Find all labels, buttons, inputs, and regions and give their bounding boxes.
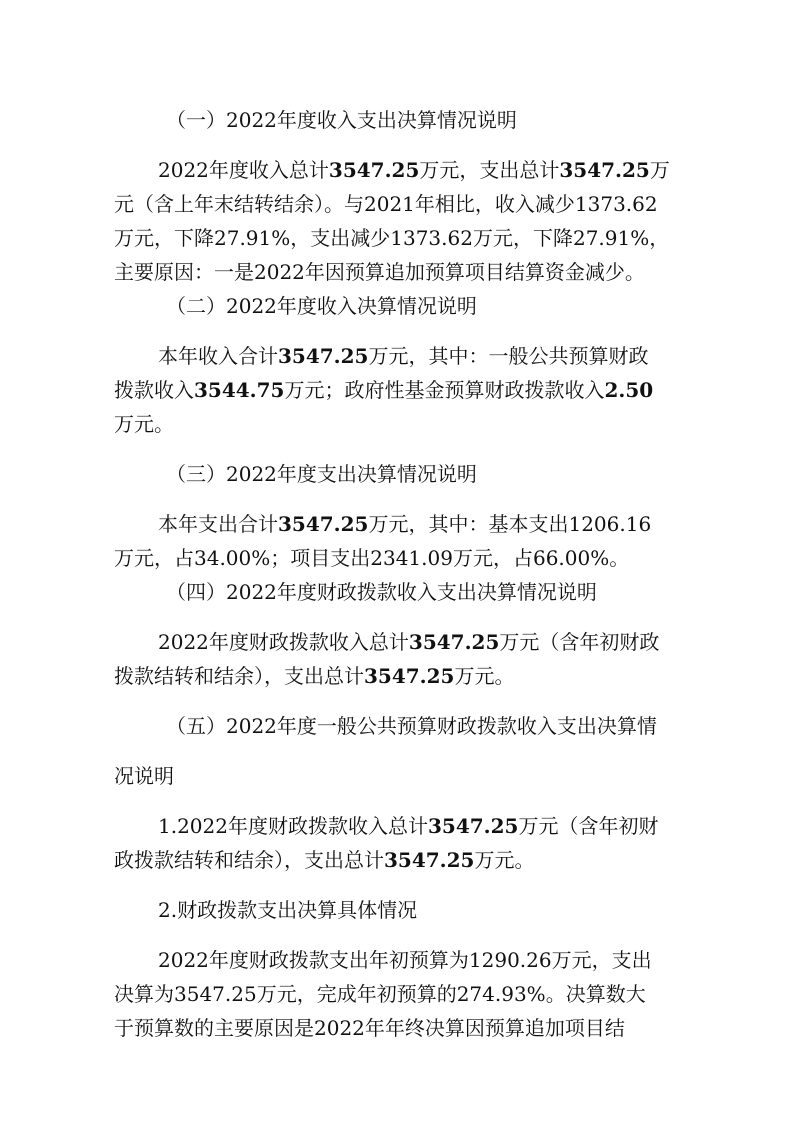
paragraph-line xyxy=(114,339,683,373)
text-run: 万元（含年初财政 xyxy=(499,630,660,654)
text-run: 万元，占34.00%；项目支出2341.09万元，占66.00%。 xyxy=(114,546,630,570)
text-run: 元（含上年末结转结余）。与2021年相比，收入减少1373.62 xyxy=(114,192,658,216)
section-3-heading: （三）2022年度支出决算情况说明 xyxy=(166,462,477,486)
paragraph-line xyxy=(114,843,683,877)
section-5-heading: （五）2022年度一般公共预算财政拨款收入支出决算情 xyxy=(166,714,657,738)
bold-amount: 3547.25 xyxy=(278,344,369,368)
section-2-paragraph xyxy=(114,339,683,441)
paragraph-line xyxy=(114,153,683,187)
section-2-heading: （二）2022年度收入决算情况说明 xyxy=(166,294,477,318)
paragraph-line xyxy=(114,221,683,255)
paragraph-line xyxy=(114,977,683,1011)
text-run: 万元（含年初财 xyxy=(518,814,659,838)
section-1-heading: （一）2022年度收入支出决算情况说明 xyxy=(166,108,517,132)
section-5-paragraph-2 xyxy=(114,943,683,1045)
text-run: 决算为3547.25万元，完成年初预算的274.93%。决算数大 xyxy=(114,982,646,1006)
text-run: 万元；政府性基金预算财政拨款收入 xyxy=(284,378,605,402)
text-run: 万元。 xyxy=(114,412,174,436)
text-run: 拨款结转和结余），支出总计 xyxy=(114,664,364,688)
section-4-paragraph xyxy=(114,625,683,693)
text-run: 主要原因：一是2022年因预算追加预算项目结算资金减少。 xyxy=(114,260,645,284)
text-run: 于预算数的主要原因是2022年年终决算因预算追加项目结 xyxy=(114,1016,625,1040)
paragraph-line xyxy=(114,373,683,407)
paragraph-line xyxy=(114,1011,683,1045)
text-run: 政拨款结转和结余），支出总计 xyxy=(114,848,384,872)
paragraph-line xyxy=(114,187,683,221)
paragraph-line xyxy=(114,507,683,541)
text-run: 万元，其中：基本支出1206.16 xyxy=(368,512,652,536)
bold-amount: 3547.25 xyxy=(384,848,475,872)
text-run: 万元。 xyxy=(474,848,535,872)
text-run: 万元。 xyxy=(454,664,515,688)
bold-amount: 3547.25 xyxy=(328,158,420,182)
paragraph-line xyxy=(114,809,683,843)
section-5-paragraph xyxy=(114,809,683,877)
bold-amount: 2.50 xyxy=(604,378,654,402)
text-run: 本年支出合计 xyxy=(158,512,278,536)
text-run: 2022年度财政拨款支出年初预算为1290.26万元，支出 xyxy=(158,948,652,972)
paragraph-line xyxy=(114,407,683,441)
paragraph-line xyxy=(114,625,683,659)
paragraph-line xyxy=(114,541,683,575)
bold-amount: 3547.25 xyxy=(427,814,519,838)
text-run: 1.2022年度财政拨款收入总计 xyxy=(158,814,428,838)
text-run: 万元，其中：一般公共预算财政 xyxy=(368,344,649,368)
section-3-paragraph xyxy=(114,507,683,575)
text-run: 拨款收入 xyxy=(114,378,194,402)
section-5-heading-continued: 况说明 xyxy=(114,764,174,788)
paragraph-line xyxy=(114,659,683,693)
bold-amount: 3547.25 xyxy=(364,664,455,688)
bold-amount: 3547.25 xyxy=(408,630,500,654)
bold-amount: 3547.25 xyxy=(559,158,650,182)
section-4-heading: （四）2022年度财政拨款收入支出决算情况说明 xyxy=(166,580,597,604)
text-run: 2022年度收入总计 xyxy=(158,158,329,182)
text-run: 万元，下降27.91%，支出减少1373.62万元，下降27.91%， xyxy=(114,226,670,250)
paragraph-line xyxy=(114,255,683,289)
text-run: 本年收入合计 xyxy=(158,344,278,368)
text-run: 2022年度财政拨款收入总计 xyxy=(158,630,409,654)
paragraph-line xyxy=(114,943,683,977)
bold-amount: 3547.25 xyxy=(278,512,369,536)
section-1-paragraph xyxy=(114,153,683,289)
text-run: 万元，支出总计 xyxy=(419,158,560,182)
bold-amount: 3544.75 xyxy=(194,378,285,402)
section-5-subheading: 2.财政拨款支出决算具体情况 xyxy=(158,898,418,922)
text-run: 万 xyxy=(649,158,670,182)
